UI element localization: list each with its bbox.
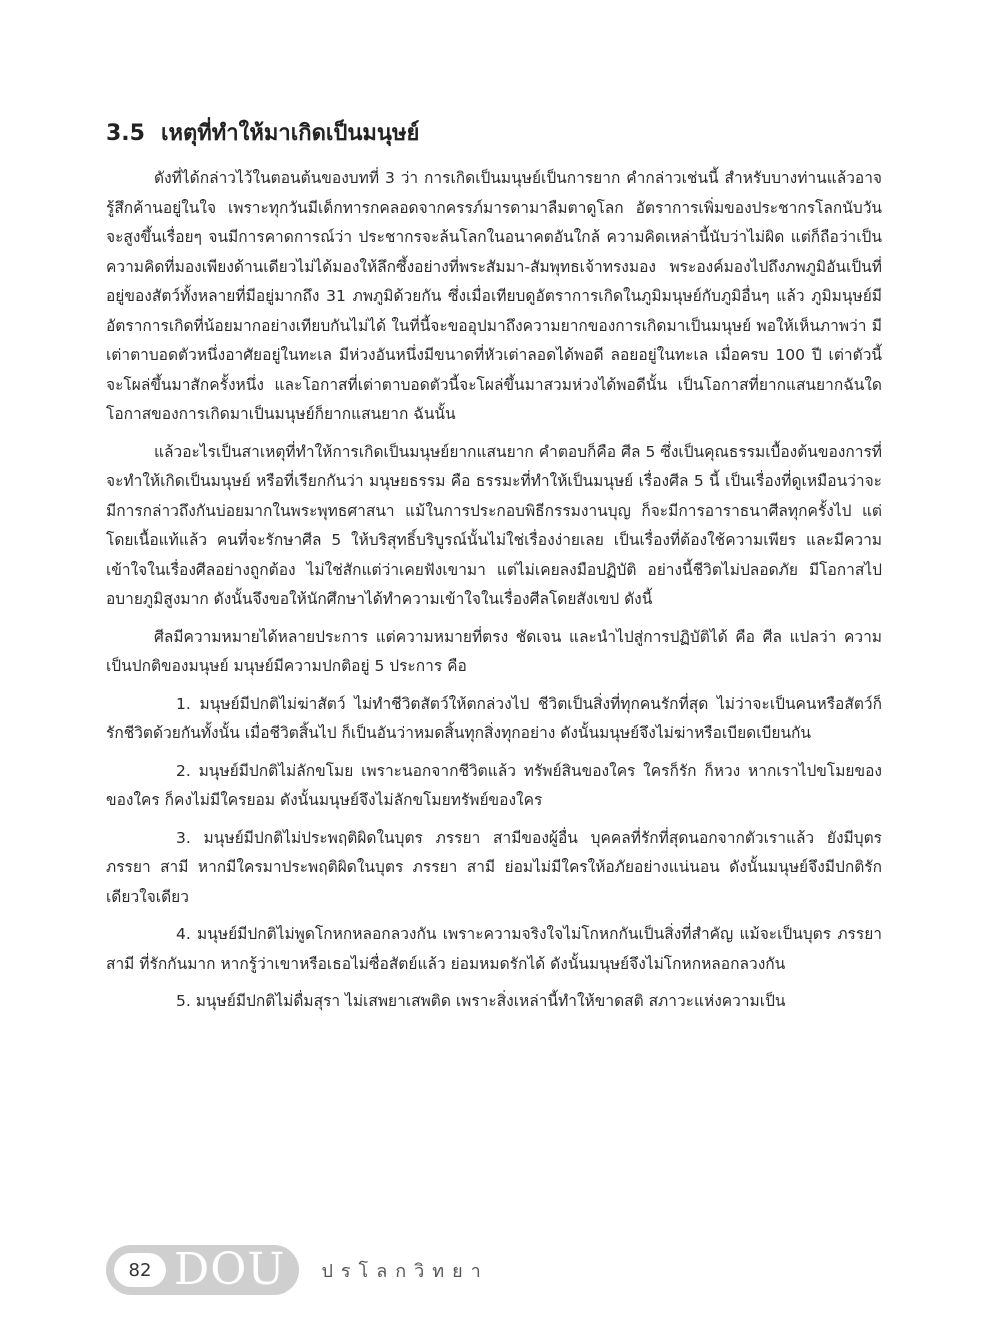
page-footer bbox=[106, 1245, 489, 1295]
paragraph: ดังที่ได้กล่าวไว้ในตอนต้นของบทที่ 3 ว่า การเกิดเป็นมนุษย์เป็นการยาก คำกล่าวเช่นนี้ สำหรับบางท่านแล้วอาจรู้สึกค้านอยู่ในใจ เพราะทุกวันมีเด็กทารกคลอดจากครรภ์มารดามาลืมตาดูโลก อัตราการเพิ่มของประชากรโลกนับวันจะสูงขึ้นเรื่อยๆ จนมีการคาดการณ์ว่า ประชากรจะล้นโลกในอนาคตอันใกล้ ความคิดเหล่านี้นับว่าไม่ผิด แต่ก็ถือว่าเป็นความคิดที่มองเพียงด้านเดียวไม่ได้มองให้ลึกซึ้งอย่างที่พระสัมมา-สัมพุทธเจ้าทรงมอง พระองค์มองไปถึงภพภูมิอันเป็นที่อยู่ของสัตว์ทั้งหลายที่มีอยู่มากถึง 31 ภพภูมิด้วยกัน ซึ่งเมื่อเทียบดูอัตราการเกิดในภูมิมนุษย์กับภูมิอื่นๆ แล้ว ภูมิมนุษย์มีอัตราการเกิดที่น้อยมากอย่างเทียบกันไม่ได้ ในที่นี้จะขออุปมาถึงความยากของการเกิดมาเป็นมนุษย์ พอให้เห็นภาพว่า มีเต่าตาบอดตัวหนึ่งอาศัยอยู่ในทะเล มีห่วงอันหนึ่งมีขนาดที่หัวเต่าลอดได้พอดี ลอยอยู่ในทะเล เมื่อครบ 100 ปี เต่าตัวนี้จะโผล่ขึ้นมาสักครั้งหนึ่ง และโอกาสที่เต่าตาบอดตัวนี้จะโผล่ขึ้นมาสวมห่วงได้พอดีนั้น เป็นโอกาสที่ยากแสนยากฉันใด โอกาสของการเกิดมาเป็นมนุษย์ก็ยากแสนยาก ฉันนั้น bbox=[106, 169, 882, 423]
paragraph: แล้วอะไรเป็นสาเหตุที่ทำให้การเกิดเป็นมนุษย์ยากแสนยาก คำตอบก็คือ ศีล 5 ซึ่งเป็นคุณธรรมเบื้องต้นของการที่จะทำให้เกิดเป็นมนุษย์ หรือที่เรียกกันว่า มนุษยธรรม คือ ธรรมะที่ทำให้เป็นมนุษย์ เรื่องศีล 5 นี้ เป็นเรื่องที่ดูเหมือนว่าจะมีการกล่าวถึงกันบ่อยมากในพระพุทธศาสนา แม้ในการประกอบพิธีกรรมงานบุญ ก็จะมีการอาราธนาศีลทุกครั้งไป แต่โดยเนื้อแท้แล้ว คนที่จะรักษาศีล 5 ให้บริสุทธิ์บริบูรณ์นั้นไม่ใช่เรื่องง่ายเลย เป็นเรื่องที่ต้องใช้ความเพียร และมีความเข้าใจในเรื่องศีลอย่างถูกต้อง ไม่ใช่สักแต่ว่าเคยฟังเขามา แต่ไม่เคยลงมือปฏิบัติ อย่างนี้ชีวิตไม่ปลอดภัย มีโอกาสไปอบายภูมิสูงมาก ดังนั้นจึงขอให้นักศึกษาได้ทำความเข้าใจในเรื่องศีลโดยสังเขป ดังนี้ bbox=[106, 442, 882, 608]
section-title: เหตุที่ทำให้มาเกิดเป็นมนุษย์ bbox=[160, 121, 420, 146]
list-item: 4. มนุษย์มีปกติไม่พูดโกหกหลอกลวงกัน เพราะความจริงใจไม่โกหกกันเป็นสิ่งที่สำคัญ แม้จะเป็นบุตร ภรรยา สามี ที่รักกันมาก หากรู้ว่าเขาหรือเธอไม่ซื่อสัตย์แล้ว ย่อมหมดรักได้ ดังนั้นมนุษย์จึงไม่โกหกหลอกลวงกัน bbox=[106, 925, 882, 973]
footer-badge bbox=[106, 1245, 299, 1295]
page-number: 82 bbox=[114, 1253, 166, 1287]
list-item: 5. มนุษย์มีปกติไม่ดื่มสุรา ไม่เสพยาเสพติด เพราะสิ่งเหล่านี้ทำให้ขาดสติ สภาวะแห่งความเป็น bbox=[176, 992, 786, 1010]
section-heading bbox=[106, 115, 882, 150]
section-number: 3.5 bbox=[106, 121, 145, 146]
dou-logo: DOU bbox=[174, 1244, 286, 1295]
list-item: 2. มนุษย์มีปกติไม่ลักขโมย เพราะนอกจากชีวิตแล้ว ทรัพย์สินของใคร ใครก็รัก ก็หวง หากเราไปขโมยของของใคร ก็คงไม่มีใครยอม ดังนั้นมนุษย์จึงไม่ลักขโมยทรัพย์ของใคร bbox=[106, 761, 882, 809]
course-title: ปรโลกวิทยา bbox=[321, 1260, 489, 1282]
list-item: 1. มนุษย์มีปกติไม่ฆ่าสัตว์ ไม่ทำชีวิตสัตว์ให้ตกล่วงไป ชีวิตเป็นสิ่งที่ทุกคนรักที่สุด ไม่ว่าจะเป็นคนหรือสัตว์ก็รักชีวิตด้วยกันทั้งนั้น เมื่อชีวิตสิ้นไป ก็เป็นอันว่าหมดสิ้นทุกสิ่งทุกอย่าง ดังนั้นมนุษย์จึงไม่ฆ่าหรือเบียดเบียนกัน bbox=[106, 694, 882, 742]
list-item: 3. มนุษย์มีปกติไม่ประพฤติผิดในบุตร ภรรยา สามีของผู้อื่น บุคคลที่รักที่สุดนอกจากตัวเราแล้ว ยังมีบุตร ภรรยา สามี หากมีใครมาประพฤติผิดในบุตร ภรรยา สามี ย่อมไม่มีใครให้อภัยอย่างแน่นอน ดังนั้นมนุษย์จึงมีปกติรักเดียวใจเดียว bbox=[106, 828, 882, 906]
page-content bbox=[106, 115, 882, 1025]
paragraph: ศีลมีความหมายได้หลายประการ แต่ความหมายที่ตรง ชัดเจน และนำไปสู่การปฏิบัติได้ คือ ศีล แปลว่า ความเป็นปกติของมนุษย์ มนุษย์มีความปกติอยู่ 5 ประการ คือ bbox=[106, 627, 882, 675]
